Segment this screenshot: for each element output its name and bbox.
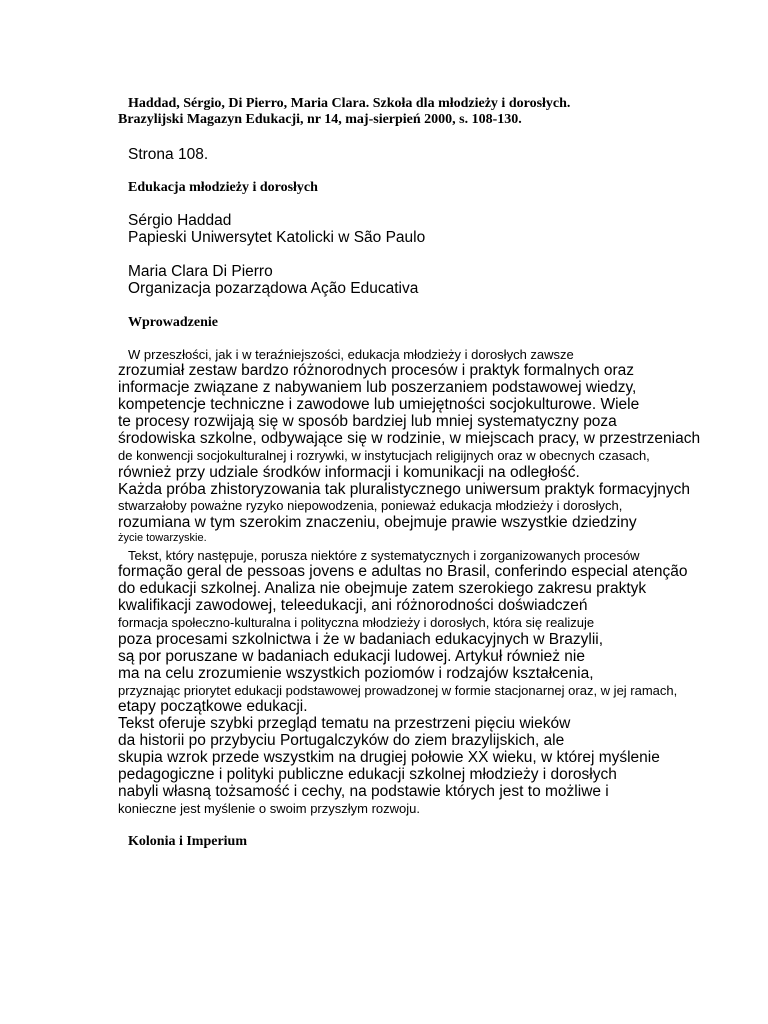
- section-heading: Kolonia i Imperium: [128, 834, 248, 849]
- intro-heading: Wprowadzenie: [128, 315, 218, 330]
- paragraph-1-line: zrozumiał zestaw bardzo różnorodnych procesów i praktyk formalnych oraz: [118, 362, 635, 379]
- paragraph-1-line: W przeszłości, jak i w teraźniejszości, edukacja młodzieży i dorosłych zawsze: [128, 347, 574, 362]
- paragraph-2-line: pedagogiczne i polityki publiczne edukacji szkolnej młodzieży i dorosłych: [118, 766, 617, 783]
- paragraph-2-line: nabyli własną tożsamość i cechy, na podstawie których jest to możliwe i: [118, 783, 609, 800]
- paragraph-2-line: da historii po przybyciu Portugalczyków do ziem brazylijskich, ale: [118, 732, 565, 749]
- paragraph-2-line: ma na celu zrozumienie wszystkich poziomów i rodzajów kształcenia,: [118, 665, 594, 682]
- paragraph-2-line: konieczne jest myślenie o swoim przyszłym rozwoju.: [118, 801, 420, 816]
- paragraph-1-line: środowiska szkolne, odbywające się w rodzinie, w miejscach pracy, w przestrzeniach: [118, 430, 701, 447]
- paragraph-2-line: kwalifikacji zawodowej, teleedukacji, ani różnorodności doświadczeń: [118, 597, 588, 614]
- page-label: Strona 108.: [128, 146, 209, 163]
- paragraph-2-line: są por poruszane w badaniach edukacji ludowej. Artykuł również nie: [118, 648, 585, 665]
- paragraph-1-line: rozumiana w tym szerokim znaczeniu, obejmuje prawie wszystkie dziedziny: [118, 514, 637, 531]
- author-name-1: Sérgio Haddad: [128, 212, 232, 229]
- paragraph-1-line: te procesy rozwijają się w sposób bardziej lub mniej systematyczny poza: [118, 413, 617, 430]
- author-name-2: Maria Clara Di Pierro: [128, 263, 273, 280]
- author-affiliation-1: Papieski Uniwersytet Katolicki w São Paulo: [128, 229, 426, 246]
- paragraph-1-line: stwarzałoby poważne ryzyko niepowodzenia, ponieważ edukacja młodzieży i dorosłych,: [118, 498, 623, 513]
- paragraph-2-line: przyznając priorytet edukacji podstawowej prowadzonej w formie stacjonarnej oraz, w jej ramach,: [118, 683, 678, 698]
- author-affiliation-2: Organizacja pozarządowa Ação Educativa: [128, 280, 419, 297]
- paragraph-2-line: do edukacji szkolnej. Analiza nie obejmuje zatem szerokiego zakresu praktyk: [118, 580, 647, 597]
- paragraph-2-line: formacja społeczno-kulturalna i polityczna młodzieży i dorosłych, która się realizuje: [118, 615, 595, 630]
- paragraph-1-line: Każda próba zhistoryzowania tak pluralistycznego uniwersum praktyk formacyjnych: [118, 481, 691, 498]
- paragraph-2-line: poza procesami szkolnictwa i że w badaniach edukacyjnych w Brazylii,: [118, 631, 604, 648]
- citation-line-1: Haddad, Sérgio, Di Pierro, Maria Clara. Szkoła dla młodzieży i dorosłych.: [128, 96, 571, 111]
- paragraph-2-line: Tekst oferuje szybki przegląd tematu na przestrzeni pięciu wieków: [118, 715, 571, 732]
- paragraph-2-line: skupia wzrok przede wszystkim na drugiej połowie XX wieku, w której myślenie: [118, 749, 660, 766]
- paragraph-1-line: informacje związane z nabywaniem lub poszerzaniem podstawowej wiedzy,: [118, 379, 637, 396]
- paragraph-1-line: również przy udziale środków informacji i komunikacji na odległość.: [118, 464, 580, 481]
- paragraph-1-line: kompetencje techniczne i zawodowe lub umiejętności socjokulturowe. Wiele: [118, 396, 640, 413]
- paragraph-2-line: Tekst, który następuje, porusza niektóre z systematycznych i zorganizowanych procesów: [128, 548, 640, 563]
- paragraph-2-line: etapy początkowe edukacji.: [118, 698, 308, 715]
- paragraph-2-line: formação geral de pessoas jovens e adultas no Brasil, conferindo especial atenção: [118, 563, 688, 580]
- paragraph-1-line: życie towarzyskie.: [118, 532, 207, 544]
- document-title: Edukacja młodzieży i dorosłych: [128, 180, 318, 195]
- paragraph-1-line: de konwencji socjokulturalnej i rozrywki, w instytucjach religijnych oraz w obecnych czasach,: [118, 448, 650, 463]
- citation-line-2: Brazylijski Magazyn Edukacji, nr 14, maj-sierpień 2000, s. 108-130.: [118, 112, 522, 127]
